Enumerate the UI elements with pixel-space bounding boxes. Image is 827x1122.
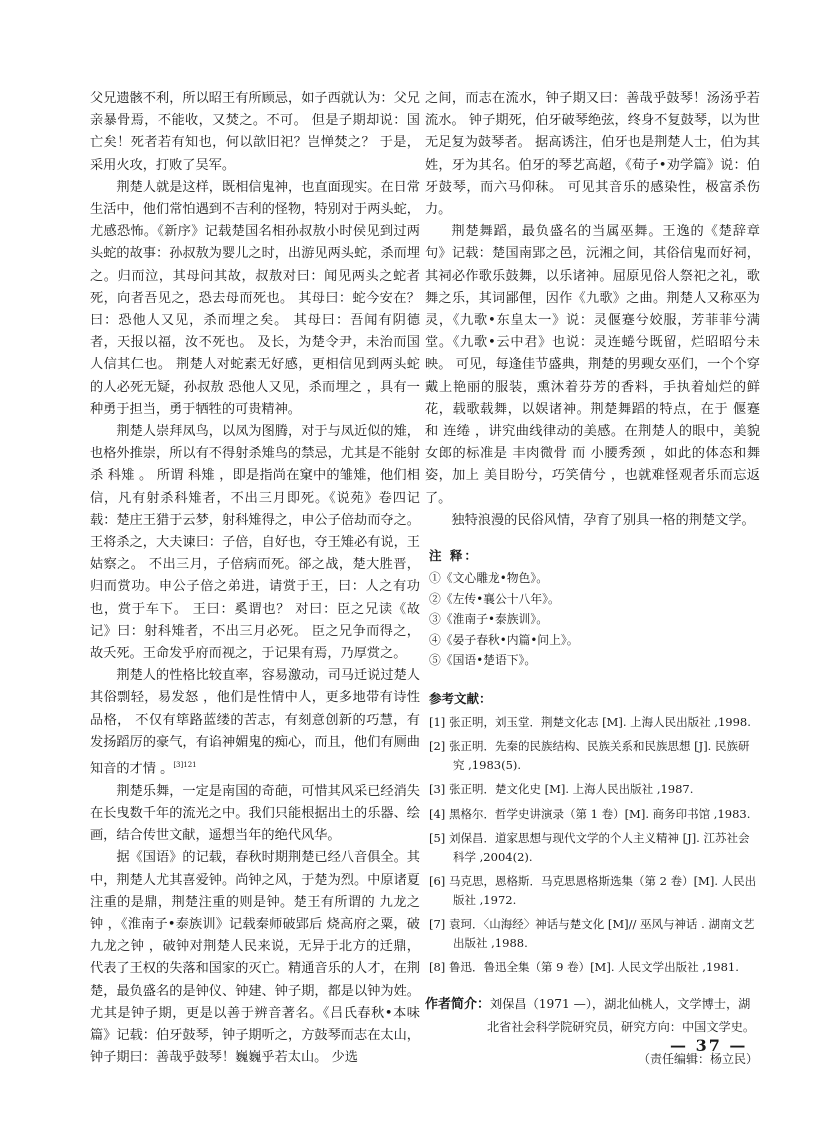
- references-list: [425, 713, 760, 977]
- left-column: [90, 88, 420, 1069]
- note-item: ⑤《国语•楚语下》。: [429, 653, 537, 668]
- author-text: 刘保昌（1971 —），湖北仙桃人，文学博士，湖北省社会科学院研究员，研究方向：中国文学史。: [487, 996, 756, 1034]
- author-bio: [425, 993, 760, 1038]
- paragraph: [425, 221, 760, 510]
- page-number: — 37 —: [670, 1036, 748, 1055]
- paragraph-text: 荆楚人就是这样，既相信鬼神，也直面现实。在日常生活中，他们常怕遇到不吉利的怪物，特别对于两头蛇，尤感恐怖。《新序》记载楚国名相孙叔敖小时侯见到过两头蛇的故事：孙叔敖为婴儿之时，出游见两头蛇，杀而埋之。归而泣，其母问其故，叔敖对曰：闻见两头之蛇者死，向者吾见之，恐去母而死也。 其母曰：蛇今安在？曰：恐他人又见，杀而埋之矣。 其母曰：吾闻有阴德者，天报以福，汝不死也。 及长，为楚令尹，未治而国人信其仁也。 荆楚人对蛇素无好感，更相信见到两头蛇的人必死无疑，孙叔敖 恐他人又见，杀而埋之 ，具有一种勇于担当，勇于牺牲的可贵精神。: [90, 179, 420, 417]
- paragraph-text: 之间，而志在流水，钟子期又曰：善哉乎鼓琴！汤汤乎若流水。 钟子期死，伯牙破琴绝弦，终身不复鼓琴，以为世无足复为鼓琴者。 据高诱注，伯牙也是荆楚人士，伯为其姓，牙为其名。伯牙的琴艺高超，《荀子•劝学篇》说：伯牙鼓琴，而六马仰秣。 可见其音乐的感染性，极富杀伤力。: [425, 91, 760, 218]
- paragraph: [90, 781, 420, 848]
- author-label: 作者简介：: [425, 996, 491, 1012]
- paragraph-text: 荆楚舞蹈，最负盛名的当属巫舞。王逸的《楚辞章句》记载：楚国南郢之邑，沅湘之间，其俗信鬼而好祠，其祠必作歌乐鼓舞，以乐诸神。屈原见俗人祭祀之礼，歌舞之乐，其词鄙俚，因作《九歌》之曲。荆楚人又称巫为灵，《九歌•东皇太一》说：灵偃蹇兮姣服，芳菲菲兮满堂。《九歌•云中君》也说：灵连蜷兮既留，烂昭昭兮未映。 可见，每逢佳节盛典，荆楚的男觋女巫们，一个个穿戴上艳丽的服装，熏沐着芬芳的香料，手执着灿烂的鲜花，载歌载舞，以娱诸神。荆楚舞蹈的特点，在于 偃蹇 和 连绻 ，讲究曲线律动的美感。在荆楚人的眼中，美貌女郎的标准是 丰肉微骨 而 小腰秀颈 ，如此的体态和舞姿，加上 美目盼兮，巧笑倩兮 ，也就难怪观者乐而忘返了。: [425, 224, 760, 506]
- paragraph-text: 据《国语》的记载，春秋时期荆楚已经八音俱全。其中，荆楚人尤其喜爱钟。尚钟之风，于楚为烈。中原诸夏注重的是鼎，荆楚注重的则是钟。楚王有所谓的 九龙之钟 ，《淮南子•泰族训》记载秦师破郢后 烧高府之粟，破九龙之钟 ，破钟对荆楚人民来说，无异于北方的迁鼎，代表了王权的失落和国家的灭亡。精通音乐的人才，在荆楚，最负盛名的是钟仪、钟建、钟子期，都是以钟为姓。尤其是钟子期，更是以善于辨音著名。《吕氏春秋•本味篇》记载：伯牙鼓琴，钟子期听之，方鼓琴而志在太山，钟子期曰：善哉乎鼓琴！巍巍乎若太山。 少选: [90, 850, 420, 1066]
- paragraph: [425, 510, 760, 532]
- editor-credit: （责任编辑：杨立民）: [637, 1051, 758, 1066]
- reference-item: [7] 袁珂．〈山海经〉神话与楚文化 [M]// 巫风与神话 . 湖南文艺出版社 ,1988.: [429, 917, 755, 950]
- paragraph: [425, 88, 760, 221]
- notes-title: 注 释：: [429, 548, 479, 564]
- reference-item: [2] 张正明．先秦的民族结构、民族关系和民族思想 [J]. 民族研究 ,1983(5).: [429, 739, 750, 772]
- notes-list: [425, 568, 760, 671]
- note-item: ①《文心雕龙•物色》。: [429, 571, 549, 586]
- right-body: [425, 88, 760, 532]
- paragraph-text: 荆楚乐舞，一定是南国的奇葩，可惜其风采已经消失在长曳数千年的流光之中。我们只能根据出土的乐器、绘画，结合传世文献，遥想当年的绝代风华。: [90, 783, 420, 844]
- note-item: ④《晏子春秋•内篇•问上》。: [429, 632, 579, 647]
- reference-item: [4] 黑格尔．哲学史讲演录（第 1 卷）[M]. 商务印书馆 ,1983.: [429, 806, 751, 821]
- reference-item: [5] 刘保昌．道家思想与现代文学的个人主义精神 [J]. 江苏社会科学 ,2004(2).: [429, 831, 750, 864]
- note-item: ②《左传•襄公十八年》。: [429, 591, 560, 606]
- paragraph-text: 父兄遗骸不利，所以昭王有所顾忌，如子西就认为：父兄亲暴骨焉，不能收，又焚之。不可。 但是子期却说：国亡矣！死者若有知也，何以歆旧祀？岂惮焚之？ 于是，采用火攻，打败了吴军。: [90, 91, 420, 173]
- citation-superscript: [3]121: [173, 761, 197, 770]
- right-column: [425, 88, 760, 1067]
- paragraph: [90, 177, 420, 421]
- paragraph: [90, 665, 420, 780]
- paragraph-text: 荆楚人的性格比较直率，容易激动，司马迁说过楚人 其俗剽轻，易发怒 ，他们是性情中人，更多地带有诗性品格， 不仅有筚路蓝缕的苦志，有刻意创新的巧慧，有发扬蹈厉的豪气，有谄神媚鬼的痴心，而且，他们有厕曲知音的才情 。: [90, 668, 420, 777]
- paragraph: [90, 421, 420, 665]
- reference-item: [6] 马克思，恩格斯．马克思恩格斯选集（第 2 卷）[M]. 人民出版社 ,1972.: [429, 874, 757, 907]
- paragraph-text: 独特浪漫的民俗风情，孕育了别具一格的荆楚文学。: [451, 512, 755, 528]
- paragraph: [90, 88, 420, 177]
- paragraph: [90, 847, 420, 1069]
- paragraph-text: 荆楚人崇拜凤鸟，以凤为图腾，对于与凤近似的雉，也格外推崇，所以有不得射杀雉鸟的禁忌，尤其是不能射杀 科雉 。 所谓 科雉 ，即是指尚在窠中的雏雉，他们相信，凡有射杀科雉者，不出三月即死。《说苑》卷四记载：楚庄王猎于云梦，射科雉得之，申公子倍劫而夺之。王将杀之，大夫谏曰：子倍，自好也，夺王雉必有说，王姑察之。 不出三月，子倍病而死。郤之战，楚大胜晋，归而赏功。申公子倍之弟进，请赏于王，曰：人之有功也，赏于车下。 王曰：奚谓也？ 对曰：臣之兄读《故记》曰：射科雉者，不出三月必死。 臣之兄争而得之，故夭死。王命发乎府而视之，于记果有焉，乃厚赏之。: [90, 424, 420, 662]
- references-title: 参考文献：: [429, 690, 492, 706]
- reference-item: [8] 鲁迅．鲁迅全集（第 9 卷）[M]. 人民文学出版社 ,1981.: [429, 960, 739, 975]
- reference-item: [1] 张正明，刘玉堂．荆楚文化志 [M]. 上海人民出版社 ,1998.: [429, 714, 751, 729]
- reference-item: [3] 张正明．楚文化史 [M]. 上海人民出版社 ,1987.: [429, 782, 694, 797]
- note-item: ③《淮南子•泰族训》。: [429, 612, 549, 627]
